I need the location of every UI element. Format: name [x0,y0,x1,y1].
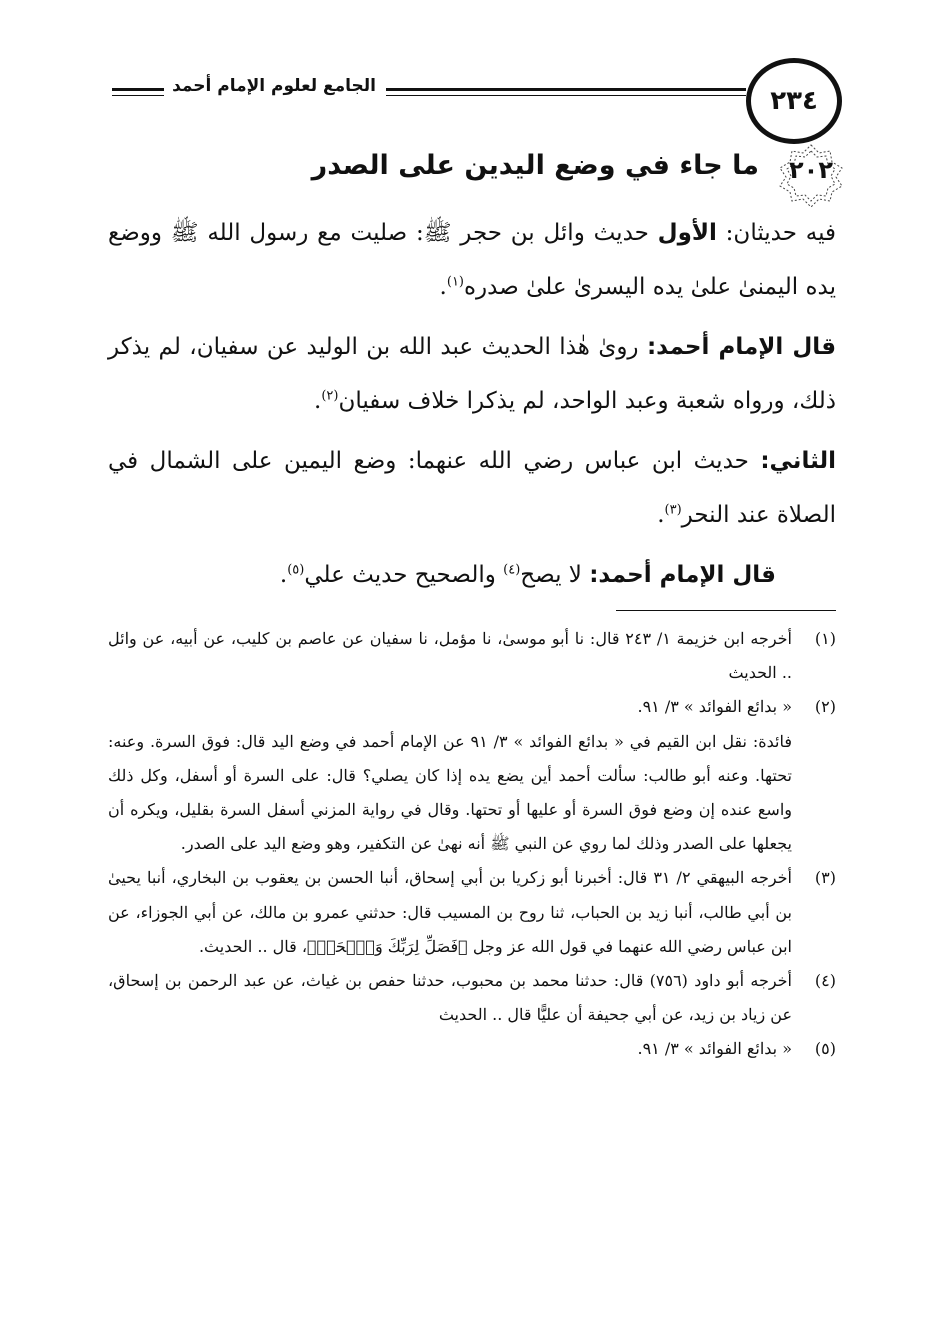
page-number: ٢٣٤ [770,86,818,116]
footnote-number: (٢) [814,697,836,717]
footnote [108,690,836,724]
running-header [112,58,842,138]
footnote-ref[interactable]: (٥) [287,562,305,578]
footnote [108,964,836,1032]
footnote-ref[interactable]: (٣) [664,502,682,518]
footnote-ref[interactable]: (١) [446,274,464,290]
footnote-note: فائدة: نقل ابن القيم في « بدائع الفوائد » ٣/ ٩١ عن الإمام أحمد في وضع اليد قال: فوق السرة. وعنه: تحتها. وعنه أبو طالب: سألت أحمد أين يضع يده إذا كان يصلي؟ قال: على السرة أو أسفل، وكل ذلك واسع عنده إن وضع فوق السرة أو عليها أو تحتها. وقال في رواية المزني أسفل السرة بقليل، ويكره أن يجعلها على الصدر وذلك لما روي عن النبي ﷺ أنه نهىٰ عن التكفير، وهو وضع اليد على الصدر. [108,731,792,854]
header-rule [112,95,164,96]
page-number-badge [746,58,842,144]
footnote-text: أخرجه أبو داود (٧٥٦) قال: حدثنا محمد بن محبوب، حدثنا حفص بن غياث، عن عبد الرحمن بن إسحاق، عن زياد بن زيد، عن أبي جحيفة أن عليًّا قال .. الحديث [108,971,793,1025]
footnote-text: أخرجه البيهقي ٢/ ٣١ قال: أخبرنا أبو زكريا بن أبي إسحاق، أنبا الحسن بن يعقوب بن البخاري، أنبا يحيىٰ بن أبي طالب، أنبا زيد بن الحباب، ثنا روح بن المسيب قال: حدثني عمرو بن مالك، عن أبي الجوزاء، عن ابن عباس رضي الله عنهما في قول الله عز وجل ﴿فَصَلِّ لِرَبِّكَ وَٱنۡحَرۡ﴾، قال .. الحديث. [108,868,793,956]
footnote [108,861,836,964]
paragraph-2: قال الإمام أحمد: روىٰ هٰذا الحديث عبد الله بن الوليد عن سفيان، لم يذكر ذلك، ورواه شعبة وعبد الواحد، لم يذكرا خلاف سفيان$^{(٢)}$. [108,334,836,414]
section-number: ٢٠٢ [789,156,833,184]
footnote-text: أخرجه ابن خزيمة ١/ ٢٤٣ قال: نا أبو موسىٰ، نا مؤمل، نا سفيان عن عاصم بن كليب، عن أبيه، عن وائل .. الحديث [108,629,792,683]
footnote-number: (١) [814,629,836,648]
footnote-ref[interactable]: (٢) [321,388,339,404]
footnotes [108,622,836,1067]
paragraph-3: الثاني: حديث ابن عباس رضي الله عنهما: وضع اليمين على الشمال في الصلاة عند النحر$^{(٣)}$. [108,448,836,528]
footnote-text: « بدائع الفوائد » ٣/ ٩١. [637,1039,792,1059]
bold-label: الثاني: [760,448,836,474]
footnote [108,622,836,690]
footnote-number: (٥) [814,1039,836,1059]
paragraph-1: فيه حديثان: الأول حديث وائل بن حجر ﷺ: صليت مع رسول الله ﷺ ووضع يده اليمنىٰ علىٰ يده اليسرىٰ علىٰ صدره$^{(١)}$. [108,220,837,300]
book-title: الجامع لعلوم الإمام أحمد [172,76,376,96]
header-rule [386,88,746,91]
footnote-number: (٣) [814,868,836,888]
footnote-ref[interactable]: (٤) [503,562,521,578]
bold-label: الأول [657,220,717,246]
section-title: ما جاء في وضع اليدين على الصدر [311,150,759,181]
bold-label: قال الإمام أحمد: [589,562,776,588]
footnote-text: « بدائع الفوائد » ٣/ ٩١. [637,697,792,717]
bold-label: قال الإمام أحمد: [646,334,836,360]
footnote-number: (٤) [814,971,836,991]
paragraph-4: قال الإمام أحمد: لا يصح$^{(٤)}$ والصحيح حديث علي$^{(٥)}$. [279,562,776,588]
main-text [108,206,836,608]
footnote-divider [616,610,836,611]
header-rule [112,88,164,91]
header-rule [386,95,746,96]
footnote [108,1032,836,1066]
